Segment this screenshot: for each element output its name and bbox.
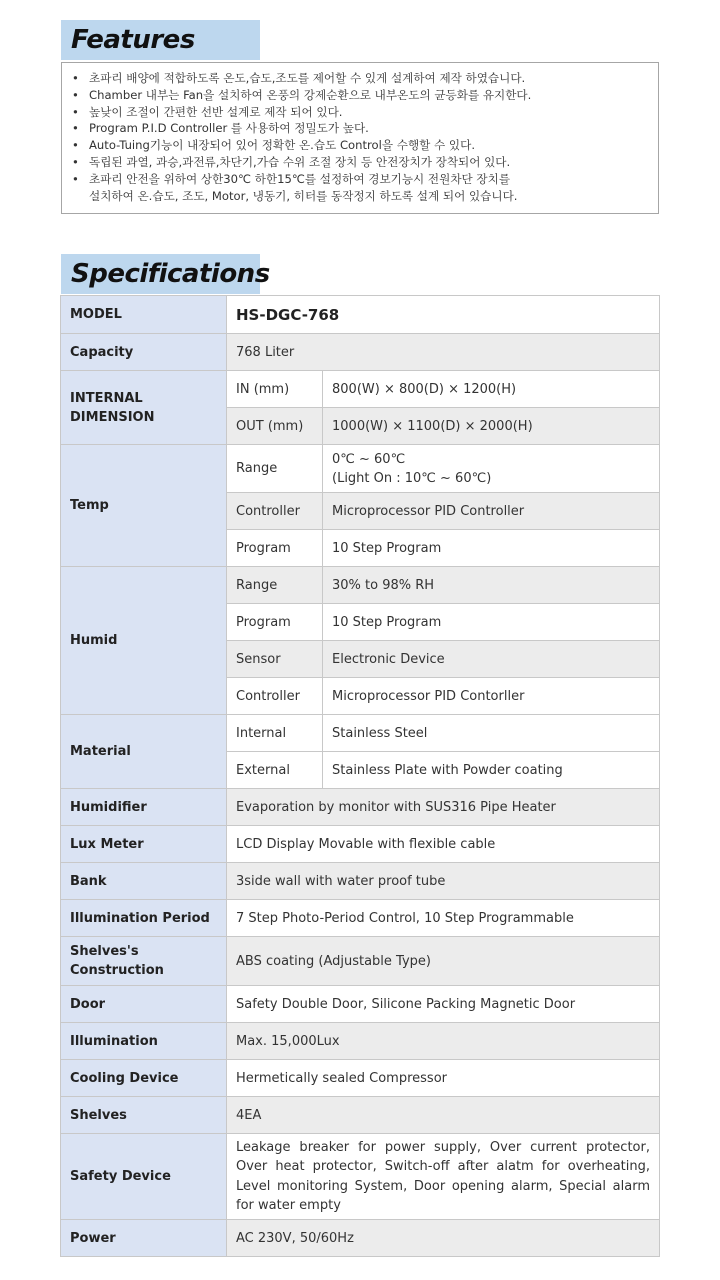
features-list xyxy=(70,70,650,204)
bank-label: Bank xyxy=(61,863,227,900)
dimension-out-value: 1000(W) × 1100(D) × 2000(H) xyxy=(323,408,660,445)
illumination-value: Max. 15,000Lux xyxy=(227,1023,660,1060)
illumination-period-label: Illumination Period xyxy=(61,900,227,937)
features-title: Features xyxy=(61,20,260,60)
door-label: Door xyxy=(61,986,227,1023)
temp-controller-label: Controller xyxy=(227,493,323,530)
feature-item: • 초파리 배양에 적합하도록 온도,습도,조도를 제어할 수 있게 설계하여 제작 하였습니다. xyxy=(70,70,650,87)
humid-range-label: Range xyxy=(227,567,323,604)
material-external-value: Stainless Plate with Powder coating xyxy=(323,752,660,789)
humid-range-value: 30% to 98% RH xyxy=(323,567,660,604)
illumination-period-value: 7 Step Photo-Period Control, 10 Step Programmable xyxy=(227,900,660,937)
feature-item: • 높낮이 조절이 간편한 선반 설계로 제작 되어 있다. xyxy=(70,104,650,121)
shelves-construction-label: Shelves's Construction xyxy=(61,937,227,986)
table-row-dimension-in xyxy=(61,371,660,408)
table-row-safety-device xyxy=(61,1134,660,1220)
table-row-shelves-construction xyxy=(61,937,660,986)
model-label: MODEL xyxy=(61,296,227,334)
table-row-illumination-period xyxy=(61,900,660,937)
table-row-cooling-device xyxy=(61,1060,660,1097)
cooling-device-value: Hermetically sealed Compressor xyxy=(227,1060,660,1097)
humid-program-label: Program xyxy=(227,604,323,641)
feature-item: • Chamber 내부는 Fan을 설치하여 온풍의 강제순환으로 내부온도의 균등화를 유지한다. xyxy=(70,87,650,104)
dimension-in-label: IN (mm) xyxy=(227,371,323,408)
capacity-label: Capacity xyxy=(61,334,227,371)
table-row-material-internal xyxy=(61,715,660,752)
temp-program-label: Program xyxy=(227,530,323,567)
humid-sensor-label: Sensor xyxy=(227,641,323,678)
safety-device-value: Leakage breaker for power supply, Over current protector, Over heat protector, Switch-off after alatm for overheating, Level monitoring System, Door opening alarm, Special alarm for water empty xyxy=(227,1134,660,1220)
door-value: Safety Double Door, Silicone Packing Magnetic Door xyxy=(227,986,660,1023)
table-row-lux-meter xyxy=(61,826,660,863)
model-value: HS-DGC-768 xyxy=(227,296,660,334)
table-row-illumination xyxy=(61,1023,660,1060)
specifications-title: Specifications xyxy=(61,254,260,294)
temp-controller-value: Microprocessor PID Controller xyxy=(323,493,660,530)
humid-program-value: 10 Step Program xyxy=(323,604,660,641)
material-internal-label: Internal xyxy=(227,715,323,752)
feature-item: • 초파리 안전을 위하여 상한30℃ 하한15℃를 설정하여 경보기능시 전원차단 장치를 설치하여 온.습도, 조도, Motor, 냉동기, 히터를 동작정지 하도록 설계 되어 있습니다. xyxy=(70,171,650,205)
table-row-temp-range xyxy=(61,445,660,493)
material-label: Material xyxy=(61,715,227,789)
dimension-out-label: OUT (mm) xyxy=(227,408,323,445)
feature-item: • Program P.I.D Controller 를 사용하여 정밀도가 높다. xyxy=(70,120,650,137)
table-row-door xyxy=(61,986,660,1023)
cooling-device-label: Cooling Device xyxy=(61,1060,227,1097)
illumination-label: Illumination xyxy=(61,1023,227,1060)
material-external-label: External xyxy=(227,752,323,789)
feature-item: • 독립된 과열, 과승,과전류,차단기,가습 수위 조절 장치 등 안전장치가 장착되어 있다. xyxy=(70,154,650,171)
dimension-in-value: 800(W) × 800(D) × 1200(H) xyxy=(323,371,660,408)
table-row-capacity xyxy=(61,334,660,371)
material-internal-value: Stainless Steel xyxy=(323,715,660,752)
dimension-label: INTERNAL DIMENSION xyxy=(61,371,227,445)
humid-label: Humid xyxy=(61,567,227,715)
specifications-table xyxy=(60,295,660,1257)
feature-item: • Auto-Tuing기능이 내장되어 있어 정확한 온.습도 Control을 수행할 수 있다. xyxy=(70,137,650,154)
humid-controller-value: Microprocessor PID Contorller xyxy=(323,678,660,715)
humid-sensor-value: Electronic Device xyxy=(323,641,660,678)
temp-label: Temp xyxy=(61,445,227,567)
shelves-label: Shelves xyxy=(61,1097,227,1134)
table-row-humid-range xyxy=(61,567,660,604)
lux-meter-value: LCD Display Movable with flexible cable xyxy=(227,826,660,863)
capacity-value: 768 Liter xyxy=(227,334,660,371)
power-label: Power xyxy=(61,1220,227,1257)
table-row-model xyxy=(61,296,660,334)
shelves-value: 4EA xyxy=(227,1097,660,1134)
safety-device-label: Safety Device xyxy=(61,1134,227,1220)
table-row-bank xyxy=(61,863,660,900)
lux-meter-label: Lux Meter xyxy=(61,826,227,863)
table-row-shelves xyxy=(61,1097,660,1134)
humid-controller-label: Controller xyxy=(227,678,323,715)
table-row-humidifier xyxy=(61,789,660,826)
shelves-construction-value: ABS coating (Adjustable Type) xyxy=(227,937,660,986)
temp-range-label: Range xyxy=(227,445,323,493)
power-value: AC 230V, 50/60Hz xyxy=(227,1220,660,1257)
humidifier-label: Humidifier xyxy=(61,789,227,826)
table-row-power xyxy=(61,1220,660,1257)
temp-program-value: 10 Step Program xyxy=(323,530,660,567)
bank-value: 3side wall with water proof tube xyxy=(227,863,660,900)
humidifier-value: Evaporation by monitor with SUS316 Pipe Heater xyxy=(227,789,660,826)
features-list-box xyxy=(61,62,659,214)
temp-range-value: 0℃ ~ 60℃ (Light On : 10℃ ~ 60℃) xyxy=(323,445,660,493)
